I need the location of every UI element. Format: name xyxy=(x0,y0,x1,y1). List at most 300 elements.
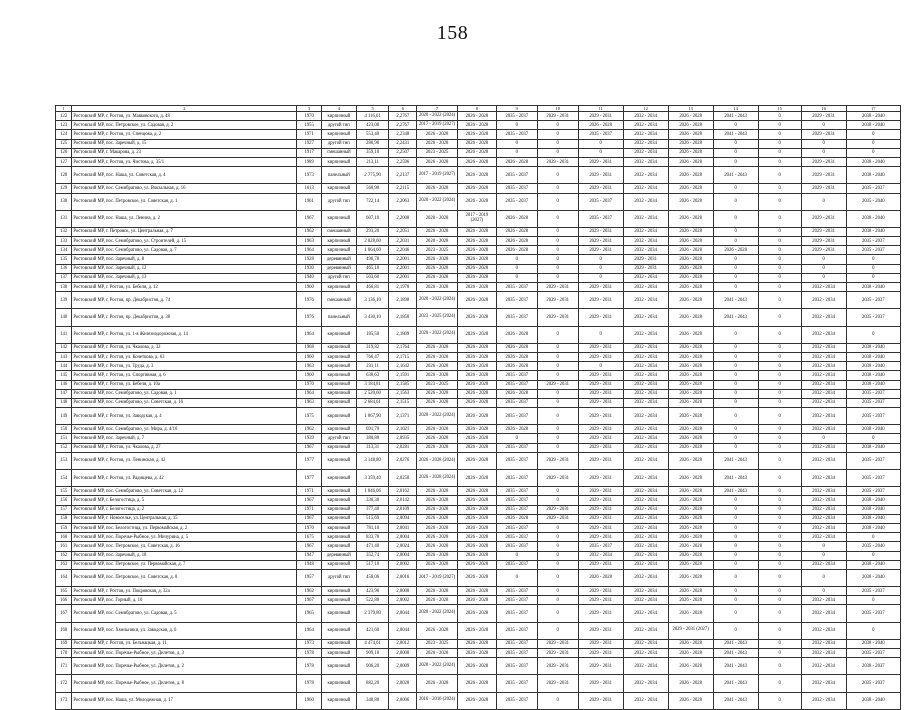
table-cell: кирпичный xyxy=(321,560,356,569)
table-cell: 2026 - 2028 xyxy=(417,514,458,523)
table-cell: кирпичный xyxy=(321,542,356,551)
address-cell: Ростовский МР, пос. Семибратово, ул. Садовая, д. 1 xyxy=(72,389,297,398)
table-cell: 0 xyxy=(758,255,801,264)
table-cell: 2032 - 2034 xyxy=(623,184,668,193)
table-cell: 2,1642 xyxy=(389,362,417,371)
table-cell: другой тип xyxy=(321,121,356,130)
table-cell: 560,90 xyxy=(356,184,389,193)
table-cell: 2035 - 2037 xyxy=(496,487,537,496)
table-cell: 1971 xyxy=(297,130,322,139)
table-cell: кирпичный xyxy=(321,470,356,487)
table-cell: 0 xyxy=(758,112,801,121)
table-cell: 0 xyxy=(496,264,537,273)
table-cell: 2026 - 2028 xyxy=(668,675,713,692)
column-number-header: 12 xyxy=(623,106,668,112)
table-cell: 2026 - 2028 xyxy=(417,283,458,292)
table-cell: 2026 - 2028 xyxy=(668,452,713,469)
address-cell: Ростовский МР, пос. Поречье-Рыбное, ул. Дилетов, д. 8 xyxy=(72,675,297,692)
table-cell: 471,40 xyxy=(356,542,389,551)
table-cell: другой тип xyxy=(321,193,356,210)
table-cell: 0 xyxy=(537,398,578,407)
table-cell: 2032 - 2034 xyxy=(623,389,668,398)
table-cell: 0 xyxy=(713,408,758,425)
table-cell: 2032 - 2034 xyxy=(801,533,846,542)
table-cell: 2,2046 xyxy=(389,246,417,255)
table-cell: 2038 - 2040 xyxy=(846,514,900,523)
table-cell: 313,31 xyxy=(356,443,389,452)
table-cell: 0 xyxy=(537,425,578,434)
table-cell: 0 xyxy=(537,389,578,398)
row-number-cell: 134 xyxy=(56,246,72,255)
table-cell: 0 xyxy=(713,210,758,227)
table-cell: 2026 - 2028 xyxy=(668,246,713,255)
table-cell: кирпичный xyxy=(321,157,356,166)
table-cell: 0 xyxy=(537,551,578,560)
address-cell: Ростовский МР, г. Ростов, пр. Декабристов, д. 74 xyxy=(72,292,297,309)
table-cell: 2026 - 2028 xyxy=(417,425,458,434)
table-cell: 2026 - 2028 xyxy=(417,264,458,273)
table-cell: 0 xyxy=(758,130,801,139)
table-row xyxy=(56,542,901,551)
table-cell: 2026 - 2028 xyxy=(457,434,496,443)
table-cell: 2,0044 xyxy=(389,622,417,639)
table-cell: 1 067,90 xyxy=(356,408,389,425)
table-row xyxy=(56,514,901,523)
table-row xyxy=(56,283,901,292)
table-cell: 2020 - 2028 xyxy=(417,210,458,227)
table-cell: 2029 - 2031 xyxy=(578,605,623,622)
table-cell: 0 xyxy=(758,514,801,523)
table-cell: панельный xyxy=(321,167,356,184)
table-cell: 0 xyxy=(537,487,578,496)
table-cell: 2020 - 2028 xyxy=(417,237,458,246)
table-cell: 1977 xyxy=(297,470,322,487)
table-cell: 2041 - 2043 xyxy=(713,658,758,675)
table-cell: 0 xyxy=(537,587,578,596)
table-cell: 2023 - 2025 xyxy=(417,148,458,157)
address-cell: Ростовский МР, пос. Наша, ул. Ленина, д. 2 xyxy=(72,210,297,227)
table-cell: 0 xyxy=(758,569,801,586)
table-row xyxy=(56,112,901,121)
table-cell: 1964 xyxy=(297,389,322,398)
table-cell: кирпичный xyxy=(321,692,356,709)
table-cell: 3 148,80 xyxy=(356,452,389,469)
table-cell: 2026 - 2028 xyxy=(457,246,496,255)
table-cell: 2026 - 2028 xyxy=(457,167,496,184)
table-cell: 2,0044 xyxy=(389,605,417,622)
table-cell: 0 xyxy=(713,587,758,596)
column-number-header: 5 xyxy=(356,106,389,112)
row-number-cell: 172 xyxy=(56,675,72,692)
address-cell: Ростовский МР, пос. Семибратово, ул. Советская, д. 16 xyxy=(72,398,297,407)
row-number-cell: 152 xyxy=(56,443,72,452)
table-cell: 0 xyxy=(578,273,623,282)
table-cell: 3 430,10 xyxy=(356,309,389,326)
table-cell: 2,2115 xyxy=(389,184,417,193)
table-cell: 0 xyxy=(537,352,578,361)
table-cell: 2026 - 2028 xyxy=(457,496,496,505)
table-cell: 0 xyxy=(758,487,801,496)
table-cell: 2038 - 2040 xyxy=(846,343,900,352)
table-cell: 2026 - 2028 xyxy=(417,533,458,542)
table-cell: 2041 - 2043 xyxy=(713,309,758,326)
address-cell: Ростовский МР, г. Ростов, пр. Декабристов, д. 38 xyxy=(72,309,297,326)
table-cell: 1978 xyxy=(297,649,322,658)
table-cell: 2026 - 2028 xyxy=(457,505,496,514)
table-cell: другой тип xyxy=(321,434,356,443)
row-number-cell: 167 xyxy=(56,605,72,622)
table-cell: 2029 - 2031 xyxy=(537,639,578,648)
address-cell: Ростовский МР, пос. Петровское, ул. Первомайская, д. 7 xyxy=(72,560,297,569)
table-cell: 2032 - 2034 xyxy=(801,408,846,425)
table-row xyxy=(56,434,901,443)
table-cell: 2026 - 2028 xyxy=(668,551,713,560)
table-cell: 0 xyxy=(713,596,758,605)
table-cell: 2029 - 2031 xyxy=(578,167,623,184)
table-cell: 2035 - 2037 xyxy=(496,639,537,648)
row-number-cell: 156 xyxy=(56,496,72,505)
table-cell: 1967 xyxy=(297,596,322,605)
table-cell: 2035 - 2037 xyxy=(496,505,537,514)
address-cell: Ростовский МР, пос. Наша, ул. Советская, д. 4 xyxy=(72,167,297,184)
table-cell: 2026 - 2028 xyxy=(417,560,458,569)
table-cell: 2029 - 2031 (2027) xyxy=(668,622,713,639)
table-cell: 2,2008 xyxy=(389,210,417,227)
table-row xyxy=(56,505,901,514)
table-cell: 2026 - 2028 xyxy=(668,193,713,210)
table-cell: 2038 - 2040 xyxy=(846,352,900,361)
table-cell: 2026 - 2028 xyxy=(668,264,713,273)
table-cell: 2029 - 2031 xyxy=(537,514,578,523)
table-cell: 0 xyxy=(713,157,758,166)
table-cell: 2035 - 2037 xyxy=(496,112,537,121)
table-cell: 2026 - 2028 xyxy=(668,505,713,514)
column-number-header: 6 xyxy=(389,106,417,112)
table-cell: 2,0004 xyxy=(389,551,417,560)
row-number-cell: 163 xyxy=(56,560,72,569)
table-cell: 0 xyxy=(537,148,578,157)
table-cell: 0 xyxy=(758,649,801,658)
table-cell: 2026 - 2028 xyxy=(578,121,623,130)
table-row xyxy=(56,326,901,343)
table-cell: 0 xyxy=(496,551,537,560)
table-cell: 4 116,61 xyxy=(356,112,389,121)
table-cell: 0 xyxy=(713,352,758,361)
table-cell: 0 xyxy=(578,326,623,343)
table-cell: кирпичный xyxy=(321,425,356,434)
table-cell: 2020 - 2022 (2024) xyxy=(417,408,458,425)
table-cell: 2029 - 2031 xyxy=(578,649,623,658)
table-cell: 2038 - 2040 xyxy=(846,523,900,532)
table-cell: 0 xyxy=(713,237,758,246)
table-cell: 2026 - 2028 xyxy=(457,193,496,210)
table-row xyxy=(56,193,901,210)
table-cell: 2029 - 2031 xyxy=(578,639,623,648)
row-number-cell: 137 xyxy=(56,273,72,282)
table-cell: 2032 - 2034 xyxy=(623,551,668,560)
table-cell: 2029 - 2031 xyxy=(623,255,668,264)
table-cell: 630,63 xyxy=(356,371,389,380)
table-cell: 2035 - 2037 xyxy=(496,184,537,193)
table-cell: 2026 - 2028 xyxy=(457,533,496,542)
table-row xyxy=(56,596,901,605)
table-cell: 1978 xyxy=(297,658,322,675)
table-cell: 2032 - 2034 xyxy=(623,649,668,658)
row-number-cell: 127 xyxy=(56,157,72,166)
table-cell: 0 xyxy=(537,237,578,246)
table-cell: 2026 - 2028 xyxy=(457,130,496,139)
table-cell: 2026 - 2028 xyxy=(417,622,458,639)
table-cell: 2035 - 2037 xyxy=(496,470,537,487)
table-cell: 2038 - 2040 xyxy=(846,371,900,380)
table-cell: 2026 - 2028 xyxy=(457,452,496,469)
row-number-cell: 165 xyxy=(56,587,72,596)
table-row xyxy=(56,425,901,434)
table-cell: 2029 - 2031 xyxy=(578,596,623,605)
table-cell: 286,90 xyxy=(356,139,389,148)
table-cell: кирпичный xyxy=(321,514,356,523)
table-cell: 1962 xyxy=(297,227,322,236)
table-cell: 0 xyxy=(578,264,623,273)
table-cell: 2035 - 2037 xyxy=(846,452,900,469)
table-cell: 2,1764 xyxy=(389,343,417,352)
row-number-cell: 161 xyxy=(56,542,72,551)
table-cell: 0 xyxy=(537,130,578,139)
table-cell: 2035 - 2037 xyxy=(496,560,537,569)
address-cell: Ростовский МР, пос. Семибратово, ул. Советская, д. 12 xyxy=(72,487,297,496)
table-cell: 2,2001 xyxy=(389,264,417,273)
table-row xyxy=(56,452,901,469)
table-cell: кирпичный xyxy=(321,389,356,398)
table-cell: 2032 - 2034 xyxy=(623,675,668,692)
table-cell: 2035 - 2037 xyxy=(496,658,537,675)
table-cell: 1963 xyxy=(297,237,322,246)
row-number-cell: 138 xyxy=(56,283,72,292)
table-cell: 1930 xyxy=(297,264,322,273)
table-cell: 2,0162 xyxy=(389,487,417,496)
table-cell: 2032 - 2034 xyxy=(801,514,846,523)
row-number-cell: 160 xyxy=(56,533,72,542)
table-cell: 2026 - 2028 xyxy=(457,237,496,246)
table-cell: 2029 - 2031 xyxy=(578,443,623,452)
table-cell: 2026 - 2028 xyxy=(417,587,458,596)
table-cell: кирпичный xyxy=(321,658,356,675)
table-cell: 2,2767 xyxy=(389,121,417,130)
table-cell: 0 xyxy=(496,273,537,282)
address-cell: Ростовский МР, г. Ростов, ул. Чкалова, д. 27 xyxy=(72,443,297,452)
table-cell: 0 xyxy=(713,362,758,371)
table-row xyxy=(56,569,901,586)
table-cell: 2026 - 2028 xyxy=(668,569,713,586)
address-cell: Ростовский МР, пос. Заречный, д. 7 xyxy=(72,434,297,443)
table-cell: 2032 - 2034 xyxy=(801,639,846,648)
table-cell: 0 xyxy=(846,533,900,542)
row-number-cell: 171 xyxy=(56,658,72,675)
table-cell: 2017 - 2019 (2027) xyxy=(417,121,458,130)
table-cell: 2026 - 2028 xyxy=(457,443,496,452)
table-cell: 0 xyxy=(537,622,578,639)
table-row xyxy=(56,560,901,569)
table-row xyxy=(56,210,901,227)
table-cell: 607,10 xyxy=(356,210,389,227)
table-cell: 2029 - 2031 xyxy=(801,112,846,121)
table-cell: 2032 - 2034 xyxy=(801,487,846,496)
table-row xyxy=(56,264,901,273)
table-cell: 377,40 xyxy=(356,505,389,514)
table-cell: кирпичный xyxy=(321,352,356,361)
table-cell: 2026 - 2028 xyxy=(457,371,496,380)
table-cell: 359,10 xyxy=(356,148,389,157)
table-cell: 2026 - 2028 xyxy=(417,505,458,514)
table-row xyxy=(56,398,901,407)
table-row xyxy=(56,692,901,709)
table-cell: 0 xyxy=(496,148,537,157)
table-cell: 0 xyxy=(758,523,801,532)
table-cell: 0 xyxy=(537,273,578,282)
table-cell: 2032 - 2034 xyxy=(801,523,846,532)
table-cell: 1613 xyxy=(297,184,322,193)
table-cell: 2032 - 2034 xyxy=(623,692,668,709)
row-number-cell: 151 xyxy=(56,434,72,443)
table-cell: 2041 - 2043 xyxy=(713,167,758,184)
table-cell: 517,10 xyxy=(356,560,389,569)
table-cell: 0 xyxy=(758,148,801,157)
table-cell: 2032 - 2034 xyxy=(801,658,846,675)
table-cell: 0 xyxy=(537,210,578,227)
column-number-header: 15 xyxy=(758,106,801,112)
table-cell: 0 xyxy=(713,227,758,236)
table-cell: деревянный xyxy=(321,551,356,560)
table-cell: 2041 - 2043 xyxy=(713,692,758,709)
table-cell: 2032 - 2034 xyxy=(623,425,668,434)
table-cell: 0 xyxy=(713,523,758,532)
table-cell: 0 xyxy=(758,452,801,469)
table-cell: смешанный xyxy=(321,292,356,309)
table-cell: кирпичный xyxy=(321,675,356,692)
table-cell: 2,2596 xyxy=(389,157,417,166)
table-cell: 0 xyxy=(758,139,801,148)
table-cell: 2029 - 2031 xyxy=(578,496,623,505)
table-cell: 2029 - 2031 xyxy=(801,237,846,246)
table-cell: 2035 - 2037 xyxy=(846,675,900,692)
table-cell: 2032 - 2034 xyxy=(623,352,668,361)
table-cell: 0 xyxy=(846,273,900,282)
table-cell: 0 xyxy=(537,371,578,380)
table-cell: 2035 - 2037 xyxy=(846,408,900,425)
table-cell: 1960 xyxy=(297,371,322,380)
table-row xyxy=(56,121,901,130)
table-cell: 423,00 xyxy=(356,121,389,130)
table-cell: 0 xyxy=(758,246,801,255)
table-cell: 2,0142 xyxy=(389,496,417,505)
table-cell: 2038 - 2040 xyxy=(846,560,900,569)
table-cell: 0 xyxy=(578,255,623,264)
table-cell: 515,69 xyxy=(356,514,389,523)
table-cell: 2,0020 xyxy=(389,675,417,692)
table-cell: 1967 xyxy=(297,496,322,505)
table-cell: 2026 - 2028 xyxy=(417,542,458,551)
table-cell: 2029 - 2031 xyxy=(801,157,846,166)
table-cell: 2035 - 2037 xyxy=(578,542,623,551)
table-cell: 0 xyxy=(713,264,758,273)
table-cell: 2026 - 2028 xyxy=(457,184,496,193)
address-cell: Ростовский МР, пос. Семибратово, ул. Мира, д. 4/10 xyxy=(72,425,297,434)
table-cell: 2032 - 2034 xyxy=(623,237,668,246)
table-cell: 3 136,10 xyxy=(356,292,389,309)
table-cell: 2041 - 2043 xyxy=(713,675,758,692)
table-cell: 2026 - 2028 xyxy=(496,210,537,227)
row-number-cell: 140 xyxy=(56,309,72,326)
table-cell: 2032 - 2034 xyxy=(801,505,846,514)
table-cell: 2,0250 xyxy=(389,470,417,487)
table-cell: 2,1898 xyxy=(389,292,417,309)
table-row xyxy=(56,130,901,139)
table-cell: 2,0008 xyxy=(389,649,417,658)
table-cell: 2026 - 2028 (2024) xyxy=(417,470,458,487)
table-cell: 2035 - 2037 xyxy=(846,587,900,596)
table-cell: 2,2051 xyxy=(389,227,417,236)
table-cell: 2032 - 2034 xyxy=(623,487,668,496)
table-cell: 2038 - 2040 xyxy=(846,112,900,121)
table-cell: 2026 - 2028 xyxy=(668,496,713,505)
table-cell: 0 xyxy=(496,121,537,130)
table-cell: кирпичный xyxy=(321,130,356,139)
table-cell: 906,20 xyxy=(356,658,389,675)
address-cell: Ростовский МР, пос. Семибратово, ул. Строителей, д. 15 xyxy=(72,237,297,246)
table-cell: 2026 - 2028 xyxy=(417,157,458,166)
table-cell: 2032 - 2034 xyxy=(623,380,668,389)
table-cell: 1 064,60 xyxy=(356,246,389,255)
table-cell: 2026 - 2028 xyxy=(668,434,713,443)
table-cell: 0 xyxy=(758,692,801,709)
table-cell: 2026 - 2028 xyxy=(668,210,713,227)
table-cell: 2032 - 2034 xyxy=(623,443,668,452)
table-cell: 0 xyxy=(758,352,801,361)
table-cell: 2029 - 2031 xyxy=(578,658,623,675)
table-cell: 1928 xyxy=(297,255,322,264)
table-cell: 2032 - 2034 xyxy=(623,112,668,121)
table-cell: 2032 - 2034 xyxy=(623,121,668,130)
address-cell: Ростовский МР, г. Ростов, ул. Бельнацкая, д. 11 xyxy=(72,639,297,648)
table-cell: 185,50 xyxy=(356,326,389,343)
table-cell: 0 xyxy=(801,121,846,130)
table-cell: 1940 xyxy=(297,273,322,282)
row-number-cell: 149 xyxy=(56,408,72,425)
table-cell: 1962 xyxy=(297,587,322,596)
row-number-cell: 143 xyxy=(56,352,72,361)
table-cell: смешанный xyxy=(321,227,356,236)
table-cell: 0 xyxy=(537,408,578,425)
table-cell: 2026 - 2028 xyxy=(668,560,713,569)
table-cell: 0 xyxy=(758,596,801,605)
row-number-cell: 170 xyxy=(56,649,72,658)
column-number-header: 10 xyxy=(537,106,578,112)
table-cell: 0 xyxy=(758,639,801,648)
address-cell: Ростовский МР, пос. Поречье-Рыбное, ул. Дилетов, д. 3 xyxy=(72,649,297,658)
table-cell: 2032 - 2034 xyxy=(801,470,846,487)
table-cell: 2029 - 2031 xyxy=(537,157,578,166)
table-cell: 2035 - 2037 xyxy=(496,283,537,292)
table-cell: 2029 - 2031 xyxy=(578,505,623,514)
table-cell: 2 684,61 xyxy=(356,398,389,407)
table-cell: 2035 - 2037 xyxy=(846,398,900,407)
table-cell: 2038 - 2040 xyxy=(846,227,900,236)
table-cell: 2020 - 2022 (2024) xyxy=(417,326,458,343)
table-cell: 2035 - 2040 xyxy=(846,193,900,210)
row-number-cell: 154 xyxy=(56,470,72,487)
table-cell: 293,20 xyxy=(356,227,389,236)
table-cell: 2035 - 2037 xyxy=(496,596,537,605)
